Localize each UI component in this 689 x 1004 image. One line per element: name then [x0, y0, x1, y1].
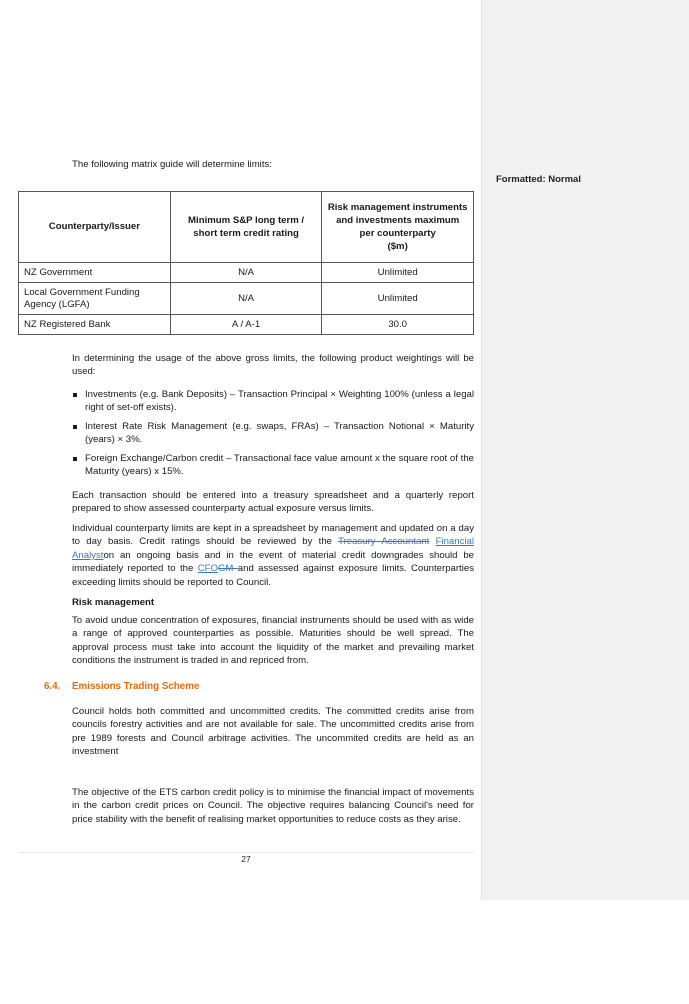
counterparty-text-2: on an ongoing basis and in the event of material credit downgrades should be immediately reported to the [72, 549, 474, 575]
cell-rating: N/A [170, 283, 322, 315]
counterparty-text-3: and assessed against exposure limits. Counterparties exceeding limits should be reported to Council. [72, 563, 474, 588]
inserted-text: CFO [197, 563, 218, 575]
deleted-text: GM [217, 563, 238, 575]
table-header-row [19, 192, 474, 263]
limits-table [18, 191, 474, 335]
weightings-intro: In determining the usage of the above gross limits, the following product weightings will be used: [72, 353, 474, 378]
header-max-unit: ($m) [387, 241, 408, 253]
spreadsheet-paragraph: Each transaction should be entered into a treasury spreadsheet and a quarterly report prepared to show assessed counterparty actual exposure versus limits. [72, 490, 474, 515]
cell-counterparty: Local Government Funding Agency (LGFA) [19, 283, 171, 315]
page-number: 27 [241, 854, 251, 864]
list-item: Foreign Exchange/Carbon credit – Transactional face value amount x the square root of the Maturity (years) x 15%. [72, 452, 474, 479]
table-row [19, 315, 474, 335]
section-heading [44, 681, 199, 692]
weightings-list [72, 388, 474, 483]
cell-limit: 30.0 [322, 315, 474, 335]
comment-sidebar [481, 0, 689, 900]
inserted-text: Financial Analyst [72, 536, 475, 561]
comment-label: Formatted: Normal [496, 174, 581, 185]
ets-paragraph-1: Council holds both committed and uncommitted credits. The committed credits arise from councils forestry activities and are not available for sale. The uncommitted credits arise from pre 1989 forests and Council arbitrage activities. The uncommited credits are held as an investment [72, 706, 474, 758]
header-counterparty: Counterparty/Issuer [19, 192, 171, 263]
cell-limit: Unlimited [322, 283, 474, 315]
footer-divider [18, 852, 474, 853]
cell-counterparty: NZ Government [19, 263, 171, 283]
deleted-text: Treasury Accountant [338, 536, 430, 548]
ets-paragraph-2: The objective of the ETS carbon credit policy is to minimise the financial impact of movements in the carbon credit prices on Council. The objective requires balancing Council's need for price stability with the benefit of realising market opportunities to reduce costs as they arise. [72, 787, 474, 825]
counterparty-paragraph [72, 522, 474, 589]
intro-text: The following matrix guide will determine limits: [72, 159, 272, 170]
table-row [19, 263, 474, 283]
header-rating: Minimum S&P long term / short term credit rating [170, 192, 322, 263]
header-max [322, 192, 474, 263]
cell-rating: N/A [170, 263, 322, 283]
list-item: Investments (e.g. Bank Deposits) – Transaction Principal × Weighting 100% (unless a legal right of set-off exists). [72, 388, 474, 415]
risk-heading: Risk management [72, 597, 155, 608]
counterparty-text-1: Individual counterparty limits are kept in a spreadsheet by management and updated on a day to day basis. Credit ratings should be reviewed by the [72, 523, 474, 548]
header-max-label: Risk management instruments and investments maximum per counterparty [327, 201, 468, 239]
section-number: 6.4. [44, 681, 61, 692]
cell-rating: A / A-1 [170, 315, 322, 335]
list-item: Interest Rate Risk Management (e.g. swaps, FRAs) – Transaction Notional × Maturity (years) × 3%. [72, 420, 474, 447]
cell-counterparty: NZ Registered Bank [19, 315, 171, 335]
cell-limit: Unlimited [322, 263, 474, 283]
table-row [19, 283, 474, 315]
risk-paragraph: To avoid undue concentration of exposures, financial instruments should be used with as wide a range of approved counterparties as possible. Maturities should be well spread. The approval process must take into account the liquidity of the market and prevailing market conditions the instrument is traded in and repriced from. [72, 615, 474, 667]
section-title: Emissions Trading Scheme [72, 681, 200, 692]
